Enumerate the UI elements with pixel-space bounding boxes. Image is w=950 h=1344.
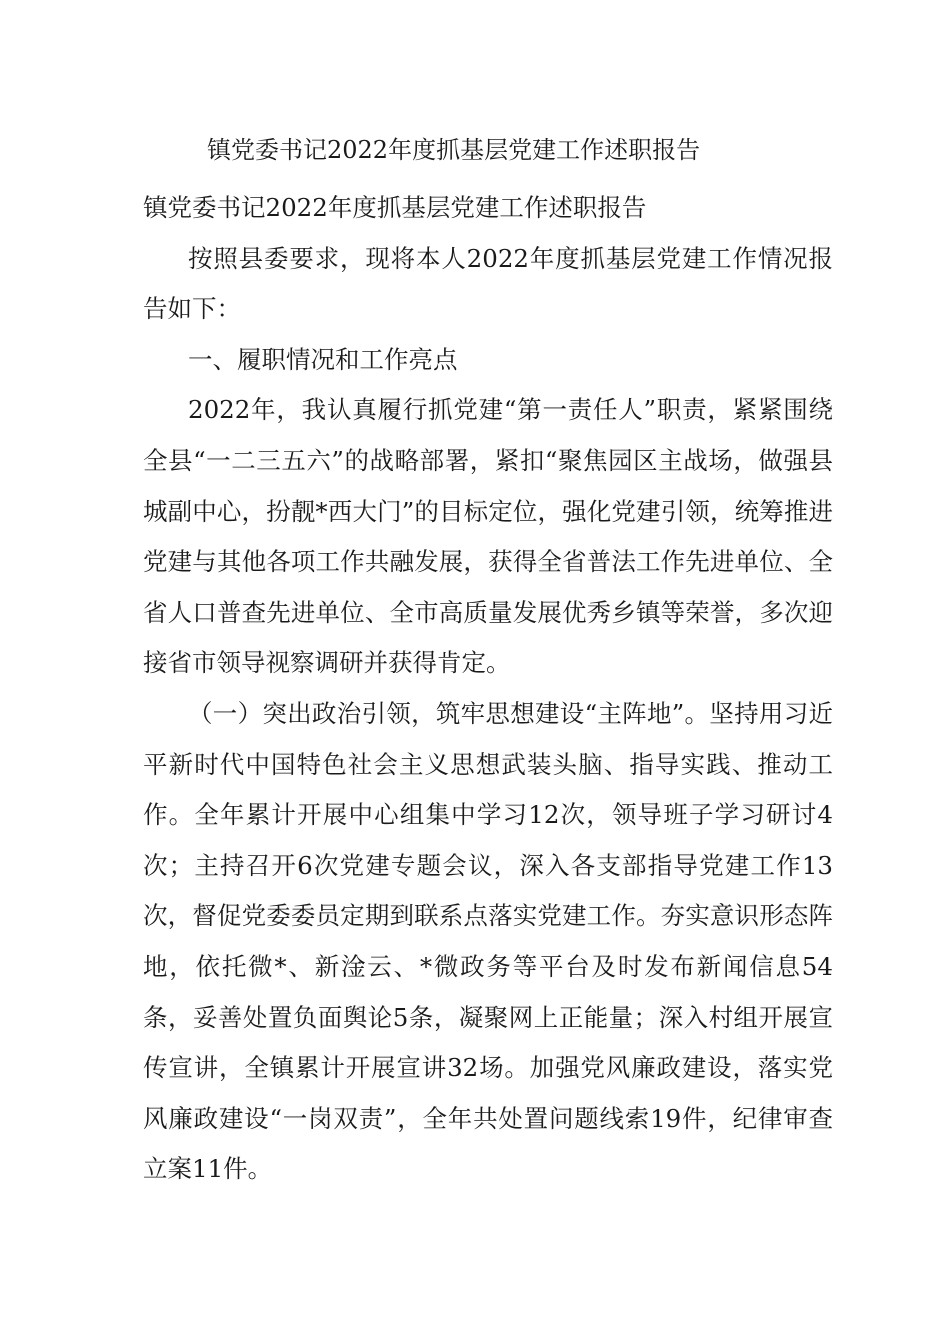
body-paragraph: 2022年，我认真履行抓党建“第一责任人”职责，紧紧围绕全县“一二三五六”的战略部署，紧扣“聚焦园区主战场，做强县城副中心，扮靓*西大门”的目标定位，强化党建引领，统筹推进党建与其他各项工作共融发展，获得全省普法工作先进单位、全省人口普查先进单位、全市高质量发展优秀乡镇等荣誉，多次迎接省市领导视察调研并获得肯定。 — [143, 395, 833, 678]
body-paragraph: （一）突出政治引领，筑牢思想建设“主阵地”。坚持用习近平新时代中国特色社会主义思想武装头脑、指导实践、推动工作。全年累计开展中心组集中学习12次，领导班子学习研讨4次；主持召开6次党建专题会议，深入各支部指导党建工作13次，督促党委委员定期到联系点落实党建工作。夯实意识形态阵地，依托微*、新淦云、*微政务等平台及时发布新闻信息54条，妥善处置负面舆论5条，凝聚网上正能量；深入村组开展宣传宣讲，全镇累计开展宣讲32场。加强党风廉政建设，落实党风廉政建设“一岗双责”，全年共处置问题线索19件，纪律审查立案11件。 — [143, 698, 833, 1184]
section-heading: 一、履职情况和工作亮点 — [188, 344, 458, 374]
intro-paragraph: 按照县委要求，现将本人2022年度抓基层党建工作情况报告如下： — [143, 243, 833, 324]
document-body — [143, 183, 833, 1195]
subtitle-paragraph: 镇党委书记2022年度抓基层党建工作述职报告 — [143, 193, 647, 222]
document-title: 镇党委书记2022年度抓基层党建工作述职报告 — [207, 136, 701, 164]
